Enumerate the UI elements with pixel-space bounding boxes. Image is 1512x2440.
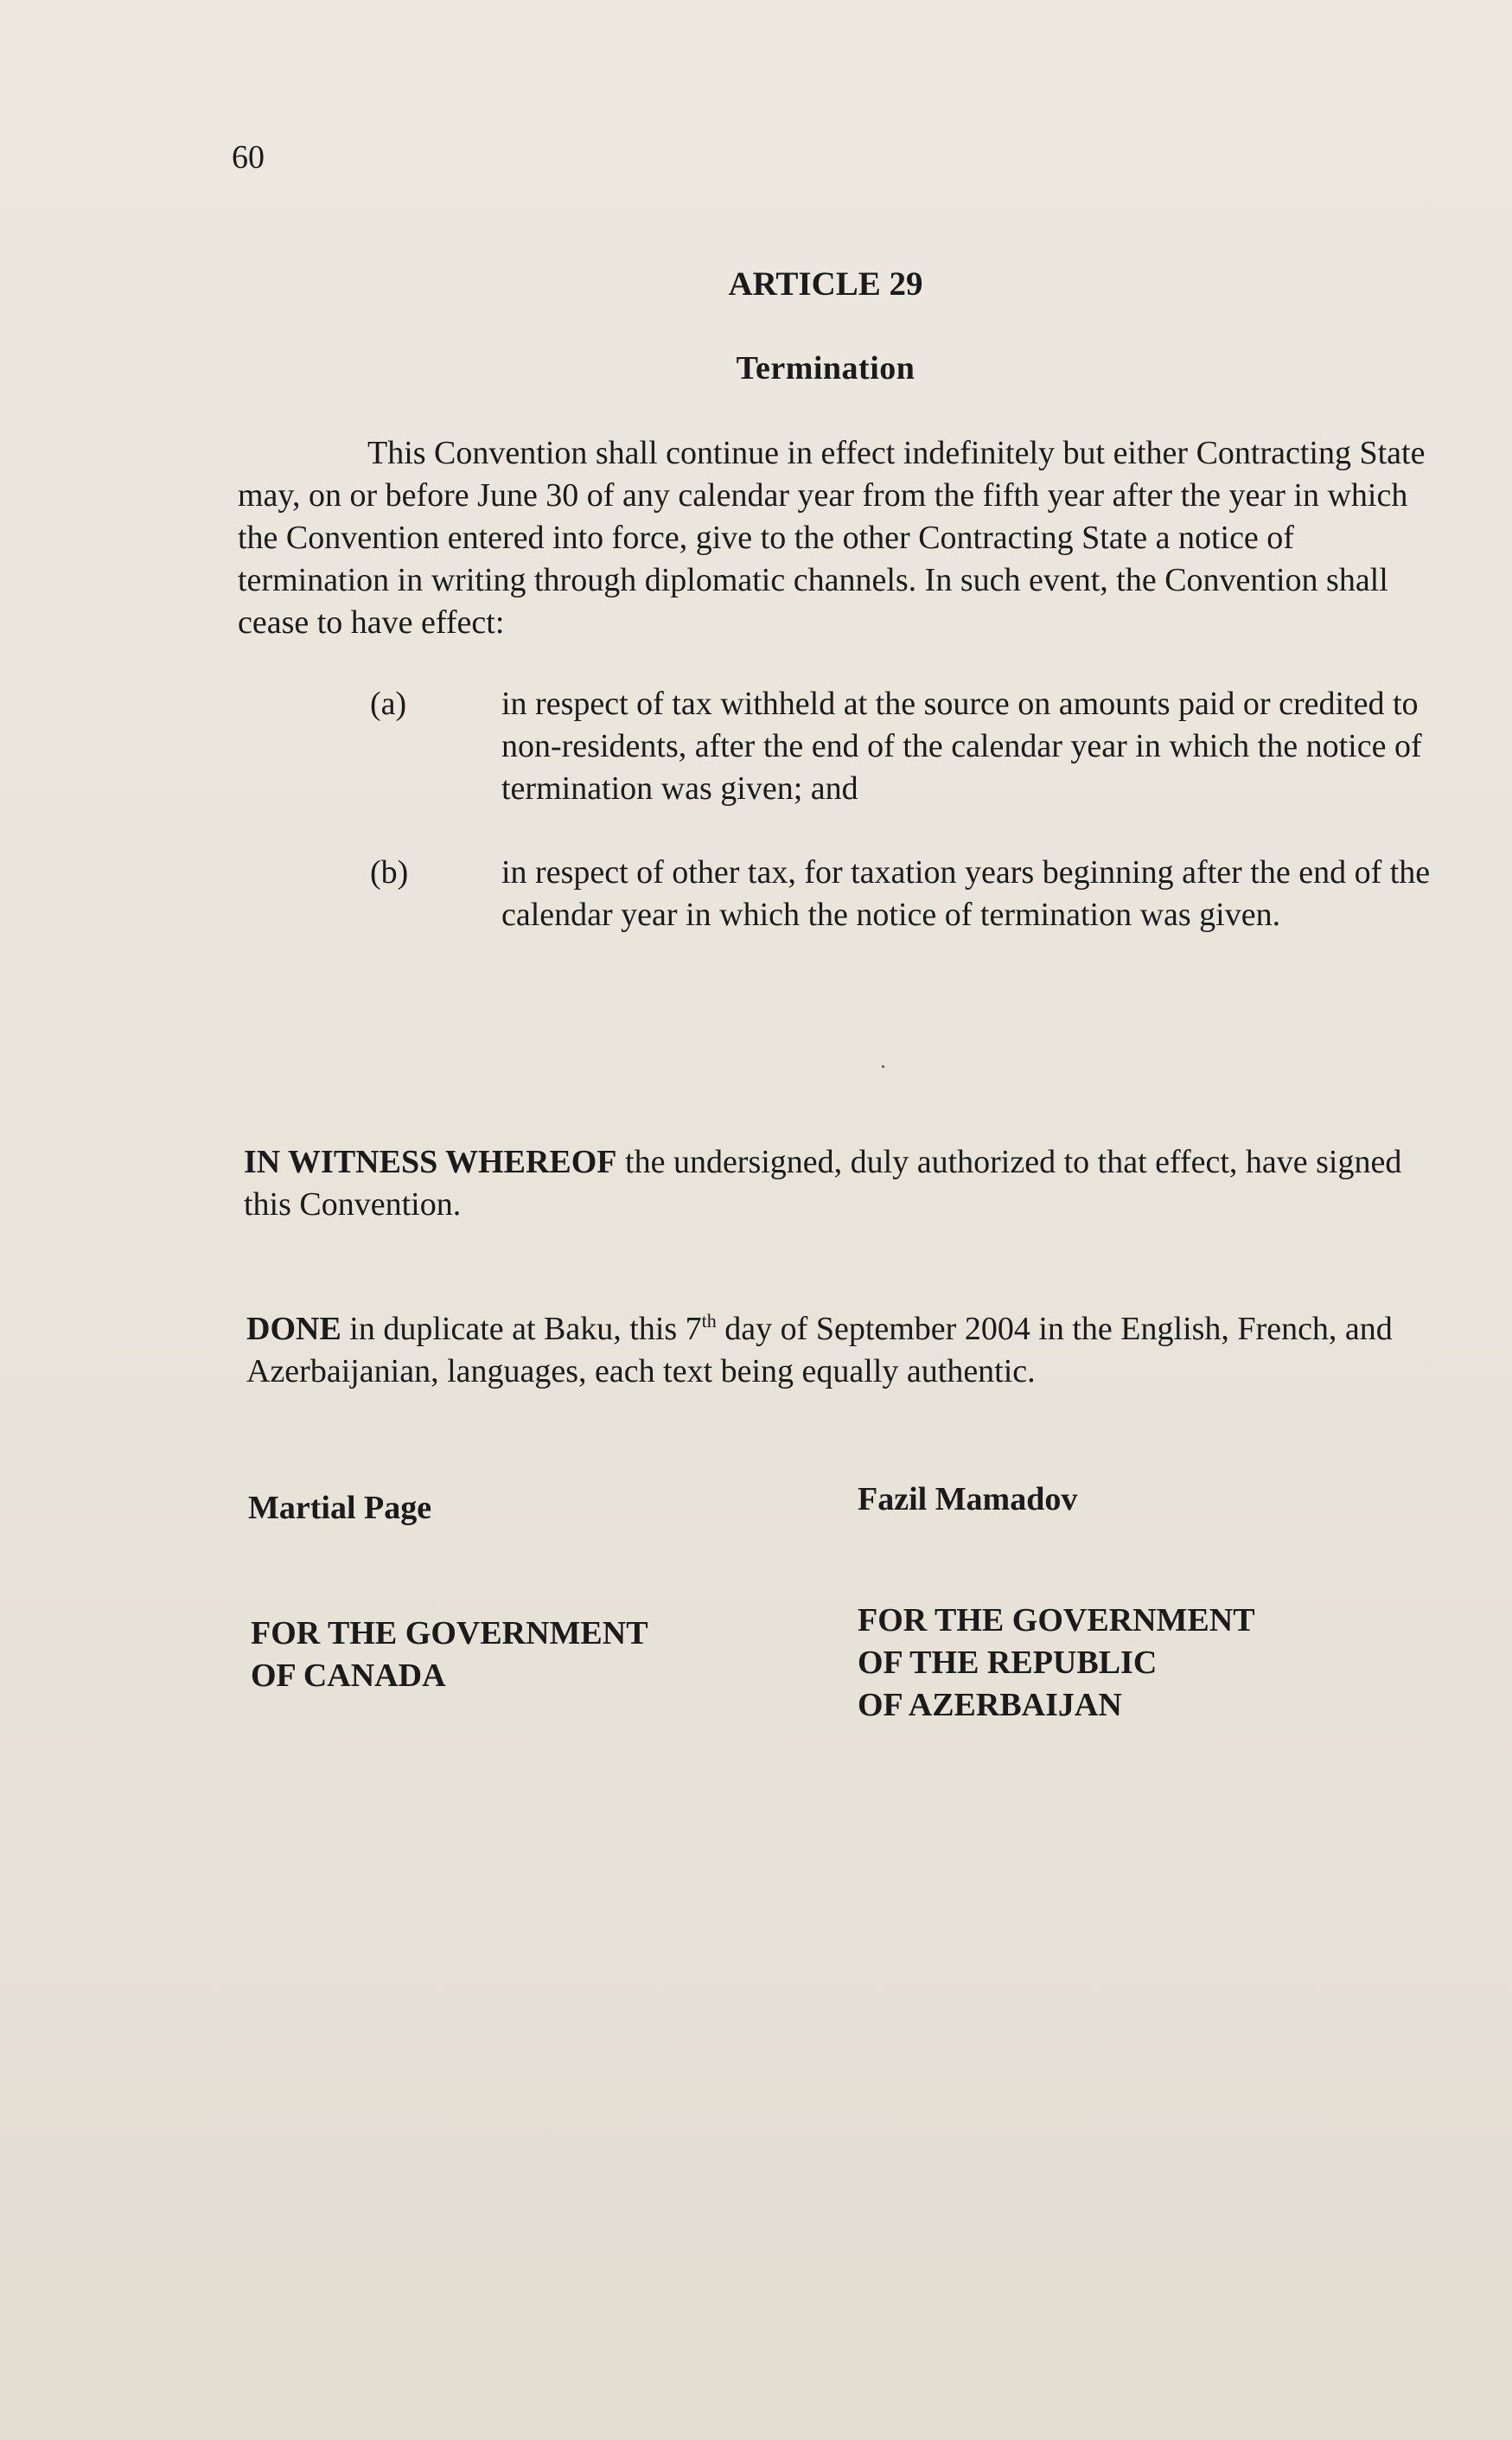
witness-lead: IN WITNESS WHEREOF bbox=[244, 1144, 617, 1180]
done-text-start: in duplicate at Baku, this 7 bbox=[341, 1311, 702, 1347]
witness-clause bbox=[244, 1141, 1437, 1226]
done-text-end: day of September 2004 in the English, French, and Azerbaijanian, languages, each text being equally authentic. bbox=[246, 1311, 1393, 1389]
government-line: OF AZERBAIJAN bbox=[858, 1687, 1122, 1723]
signatory-azerbaijan-government bbox=[858, 1600, 1394, 1727]
government-line: FOR THE GOVERNMENT bbox=[858, 1602, 1255, 1638]
list-item-text: in respect of tax withheld at the source on amounts paid or credited to non-residents, after the end of the calendar year in which the notice of termination was given; and bbox=[501, 686, 1422, 807]
termination-paragraph: This Convention shall continue in effect indefinitely but either Contracting State may, on or before June 30 of any calendar year from the fifth year after the year in which the Convention entered into force, give to the other Contracting State a notice of termination in writing through diplomatic channels. In such event, the Convention shall cease to have effect: bbox=[238, 435, 1426, 641]
witness-text: the undersigned, duly authorized to that effect, have signed this Convention. bbox=[244, 1144, 1402, 1223]
page-number: 60 bbox=[232, 139, 265, 176]
done-clause bbox=[246, 1308, 1439, 1393]
ordinal-suffix: th bbox=[701, 1310, 717, 1332]
article-heading: ARTICLE 29 bbox=[728, 265, 923, 303]
list-item-text: in respect of other tax, for taxation years beginning after the end of the calendar year in which the notice of termination was given. bbox=[501, 854, 1431, 933]
paper-speck bbox=[882, 1065, 884, 1068]
government-line: FOR THE GOVERNMENT bbox=[251, 1615, 648, 1651]
government-line: OF THE REPUBLIC bbox=[858, 1645, 1158, 1681]
signatory-canada-government bbox=[251, 1613, 787, 1697]
government-line: OF CANADA bbox=[251, 1658, 446, 1694]
article-title: Termination bbox=[736, 350, 915, 386]
done-lead: DONE bbox=[246, 1311, 341, 1347]
signatory-canada-name: Martial Page bbox=[248, 1490, 432, 1526]
signatory-azerbaijan-name: Fazil Mamadov bbox=[858, 1481, 1078, 1517]
list-marker: (b) bbox=[370, 854, 409, 891]
list-marker: (a) bbox=[370, 686, 407, 722]
